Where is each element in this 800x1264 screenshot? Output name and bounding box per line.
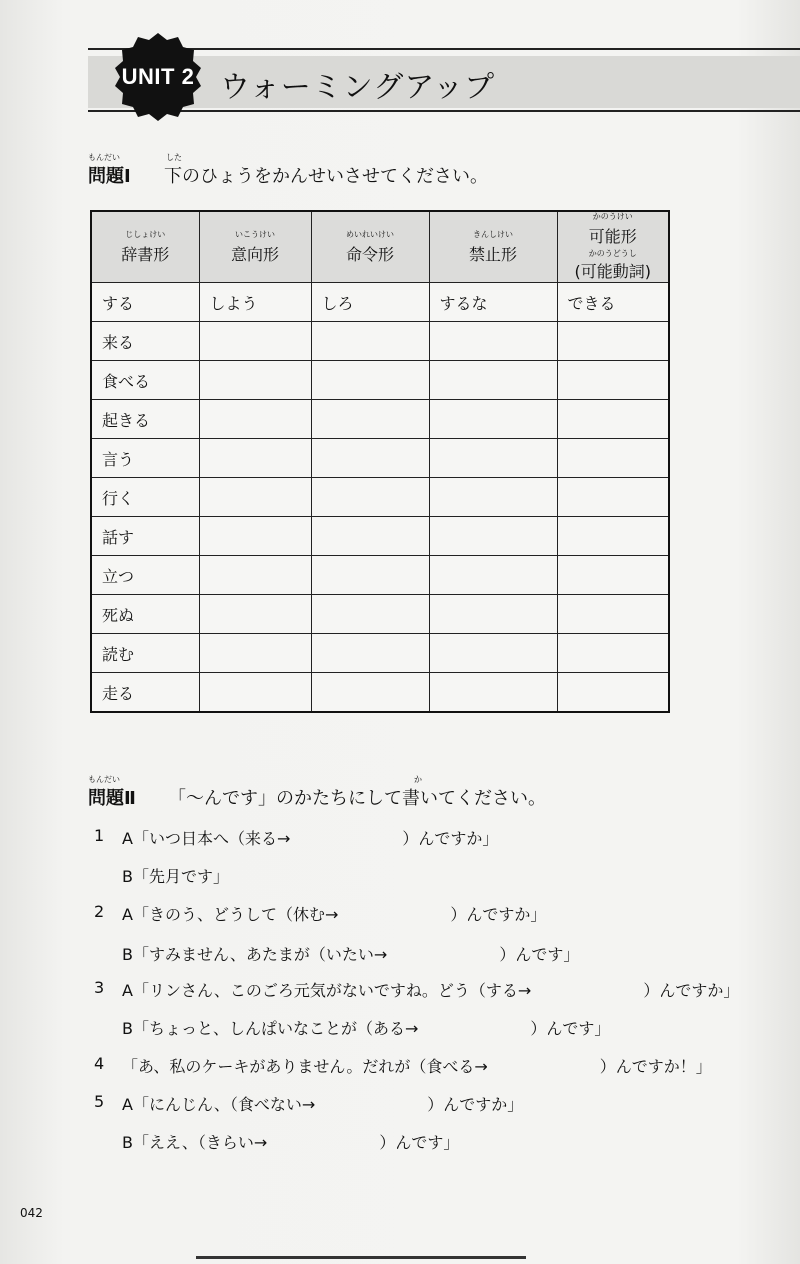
answer-blank-cell[interactable] [429,595,557,634]
exercise-line: A「にんじん、（食べない→ ）んですか」 [122,1095,524,1114]
verb-dictionary-cell: 話す [91,517,199,556]
unit-title: ウォーミングアップ [220,70,496,105]
answer-blank-cell[interactable] [199,634,311,673]
exercise-number: 4 [94,1054,105,1073]
answer-blank-cell[interactable] [311,673,429,713]
q1-instruction: 下のひょうをかんせいさせてください。 [164,166,488,187]
unit-badge [112,31,204,123]
verb-dictionary-cell: 言う [91,439,199,478]
header-ruby: きんしけい [473,229,513,239]
header-ruby: かのうけい [592,212,633,221]
answer-blank-cell[interactable] [557,400,669,439]
table-row [91,322,669,361]
verb-dictionary-cell: 死ぬ [91,595,199,634]
answer-blank-cell[interactable] [311,634,429,673]
answer-blank-cell[interactable] [311,361,429,400]
bottom-edge-rule [196,1256,526,1259]
header-sub-ruby: かのうどうし [588,249,637,258]
conjugation-cell: できる [557,283,669,322]
exercise-line: 「あ、私のケーキがありません。だれが（食べる→ ）んですか！」 [122,1057,712,1076]
answer-blank-cell[interactable] [429,673,557,713]
q1-text-ruby: した [166,153,182,162]
table-row [91,361,669,400]
answer-blank-cell[interactable] [429,439,557,478]
exercise-line: A「いつ日本へ（来る→ ）んですか」 [122,829,499,848]
answer-blank-cell[interactable] [429,400,557,439]
answer-blank-cell[interactable] [557,439,669,478]
answer-blank-cell[interactable] [311,322,429,361]
answer-blank-cell[interactable] [311,556,429,595]
answer-blank-cell[interactable] [557,634,669,673]
verb-dictionary-cell: 食べる [91,361,199,400]
answer-blank-cell[interactable] [557,556,669,595]
answer-blank-cell[interactable] [199,439,311,478]
table-row [91,400,669,439]
header-volitional-form [199,211,311,283]
exercise-number: 3 [94,978,105,997]
header-label: 意向形 [230,244,279,264]
table-header-row [91,211,669,283]
answer-blank-cell[interactable] [557,322,669,361]
answer-blank-cell[interactable] [199,361,311,400]
answer-blank-cell[interactable] [557,595,669,634]
exercise-line: B「すみません、あたまが（いたい→ ）んです」 [122,945,580,964]
answer-blank-cell[interactable] [557,361,669,400]
exercise-number: 5 [94,1092,105,1111]
header-dictionary-form [91,211,199,283]
answer-blank-cell[interactable] [311,595,429,634]
answer-blank-cell[interactable] [429,634,557,673]
q1-label-ruby: もんだい [88,153,120,162]
verb-dictionary-cell: 走る [91,673,199,713]
exercise-number: 2 [94,902,105,921]
table-row [91,556,669,595]
exercise-number: 1 [94,826,105,845]
header-ruby: じしょけい [125,229,166,239]
q1-label: 問題Ⅰ [88,166,131,187]
exercise-line: B「先月です」 [122,867,229,886]
answer-blank-cell[interactable] [199,673,311,713]
q2-instruction: 「〜んです」のかたちにして書いてください。 [168,788,546,809]
answer-blank-cell[interactable] [311,400,429,439]
answer-blank-cell[interactable] [311,478,429,517]
table-row [91,595,669,634]
answer-blank-cell[interactable] [429,322,557,361]
answer-blank-cell[interactable] [557,673,669,713]
header-label: 命令形 [345,244,394,264]
table-row [91,439,669,478]
verb-dictionary-cell: 行く [91,478,199,517]
table-row [91,283,669,322]
table-row [91,634,669,673]
verb-dictionary-cell: する [91,283,199,322]
q2-label: 問題Ⅱ [88,788,136,809]
header-label: 辞書形 [121,244,170,264]
conjugation-table [90,210,670,713]
answer-blank-cell[interactable] [557,517,669,556]
answer-blank-cell[interactable] [429,361,557,400]
header-prohibitive-form [429,211,557,283]
answer-blank-cell[interactable] [429,556,557,595]
q2-text-ruby: か [414,775,422,784]
verb-dictionary-cell: 立つ [91,556,199,595]
exercise-line: B「ちょっと、しんぱいなことが（ある→ ）んです」 [122,1019,611,1038]
answer-blank-cell[interactable] [199,556,311,595]
answer-blank-cell[interactable] [199,478,311,517]
answer-blank-cell[interactable] [199,517,311,556]
header-label: 可能形 [588,227,637,246]
conjugation-cell: しろ [311,283,429,322]
exercise-line: A「リンさん、このごろ元気がないですね。どう（する→ ）んですか」 [122,981,740,1000]
verb-dictionary-cell: 読む [91,634,199,673]
header-label: 禁止形 [468,244,517,264]
answer-blank-cell[interactable] [199,322,311,361]
answer-blank-cell[interactable] [199,400,311,439]
verb-dictionary-cell: 来る [91,322,199,361]
header-potential-form [557,211,669,283]
verb-dictionary-cell: 起きる [91,400,199,439]
header-ruby: いこうけい [235,229,275,239]
answer-blank-cell[interactable] [311,439,429,478]
unit-label: UNIT 2 [121,64,195,89]
answer-blank-cell[interactable] [199,595,311,634]
q2-label-ruby: もんだい [88,775,120,784]
header-sub-label: (可能動詞) [574,262,651,281]
table-row [91,478,669,517]
table-row [91,517,669,556]
answer-blank-cell[interactable] [429,517,557,556]
answer-blank-cell[interactable] [429,478,557,517]
answer-blank-cell[interactable] [557,478,669,517]
header-imperative-form [311,211,429,283]
answer-blank-cell[interactable] [311,517,429,556]
header-ruby: めいれいけい [346,229,394,239]
exercise-line: B「ええ、（きらい→ ）んです」 [122,1133,460,1152]
table-row [91,673,669,713]
conjugation-cell: しよう [199,283,311,322]
page-number: 042 [20,1206,43,1220]
exercise-line: A「きのう、どうして（休む→ ）んですか」 [122,905,547,924]
conjugation-cell: するな [429,283,557,322]
